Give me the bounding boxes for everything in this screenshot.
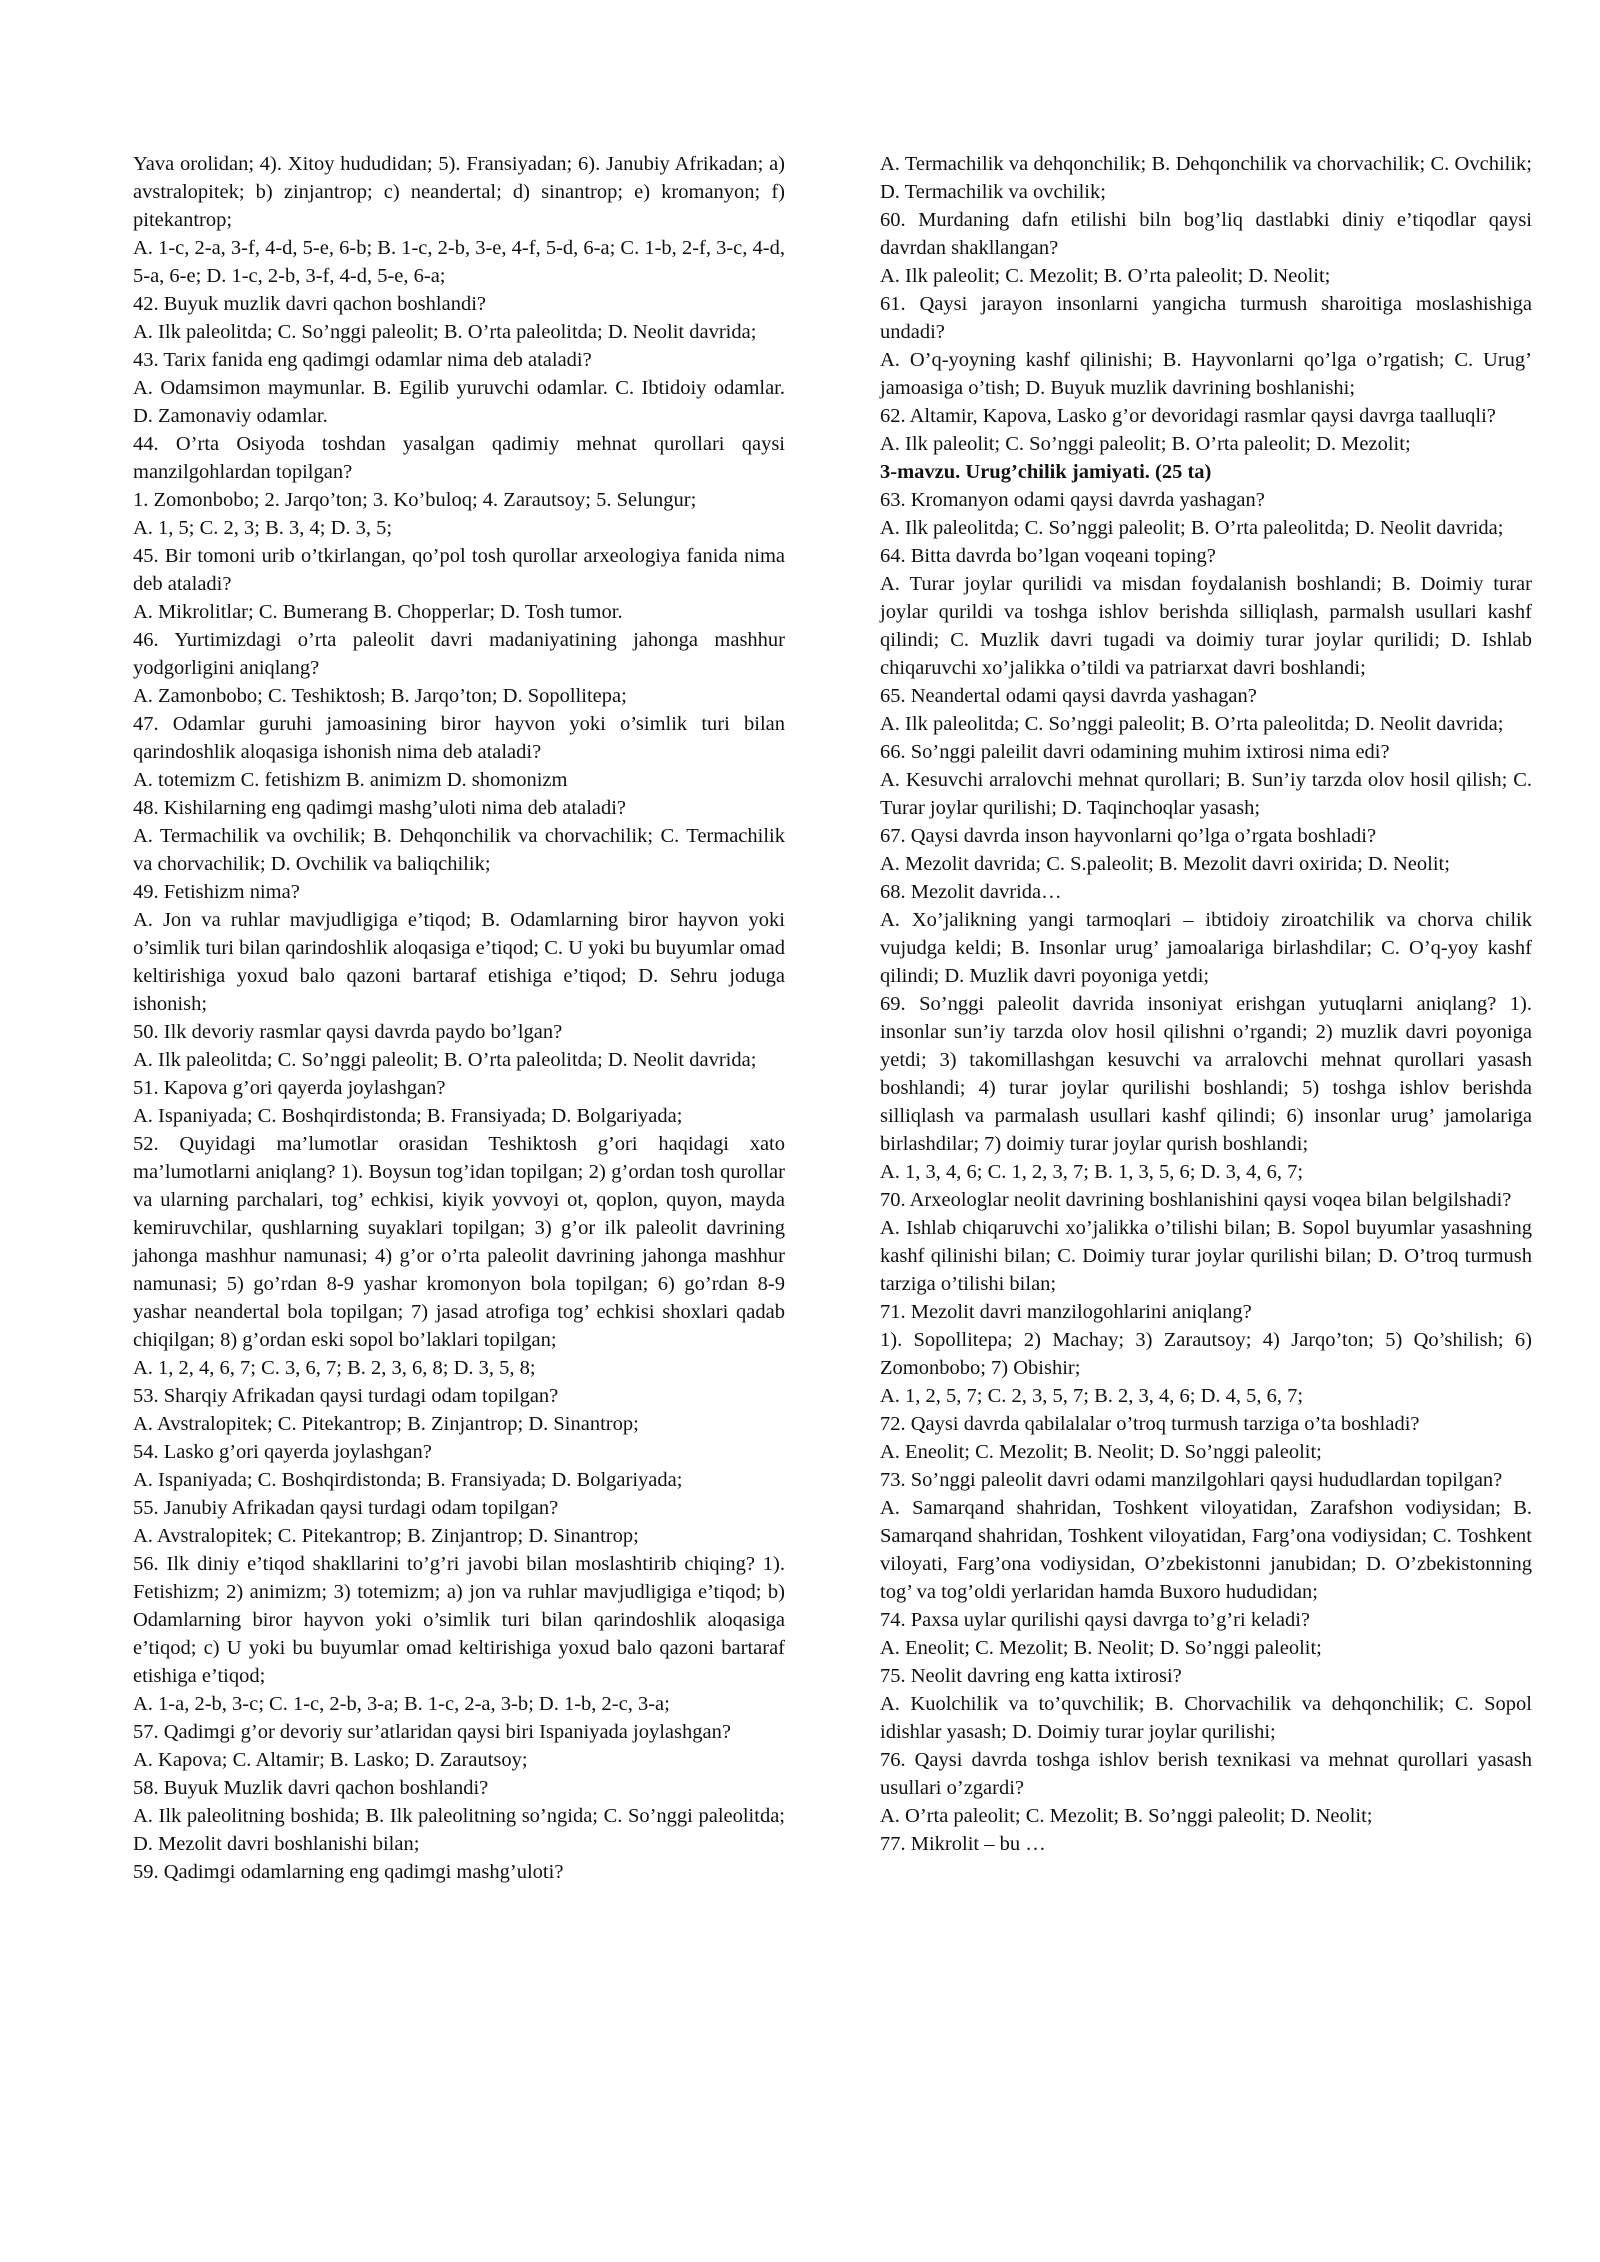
answer-options: A. O’rta paleolit; C. Mezolit; B. So’nggi paleolit; D. Neolit; [880, 1805, 1373, 1827]
question-text: 45. Bir tomoni urib o’tkirlangan, qo’pol tosh qurollar arxeologiya fanida nima deb ataladi? [133, 545, 785, 595]
answer-options: A. Odamsimon maymunlar. B. Egilib yuruvchi odamlar. C. Ibtidoiy odamlar. D. Zamonaviy odamlar. [133, 377, 785, 427]
question-text: 74. Paxsa uylar qurilishi qaysi davrga to’g’ri keladi? [880, 1609, 1311, 1631]
answer-options: A. Avstralopitek; C. Pitekantrop; B. Zinjantrop; D. Sinantrop; [133, 1413, 639, 1435]
question-text: 42. Buyuk muzlik davri qachon boshlandi? [133, 293, 486, 315]
answer-options: A. Termachilik va dehqonchilik; B. Dehqonchilik va chorvachilik; C. Ovchilik; D. Termachilik va ovchilik; [880, 153, 1532, 203]
question-text: 44. O’rta Osiyoda toshdan yasalgan qadimiy mehnat qurollari qaysi manzilgohlardan topilgan? [133, 433, 785, 483]
answer-options: 1). Sopollitepa; 2) Machay; 3) Zarautsoy; 4) Jarqo’ton; 5) Qo’shilish; 6) Zomonbobo; 7) Obishir; [880, 1329, 1532, 1379]
question-text: 46. Yurtimizdagi o’rta paleolit davri madaniyatining jahonga mashhur yodgorligini aniqlang? [133, 629, 785, 679]
question-text: 60. Murdaning dafn etilishi biln bog’liq dastlabki diniy e’tiqodlar qaysi davrdan shakllangan? [880, 209, 1532, 259]
question-text: 65. Neandertal odami qaysi davrda yashagan? [880, 685, 1257, 707]
answer-options: A. Zamonbobo; C. Teshiktosh; B. Jarqo’ton; D. Sopollitepa; [133, 685, 627, 707]
answer-options: A. 1-a, 2-b, 3-c; C. 1-c, 2-b, 3-a; B. 1-c, 2-a, 3-b; D. 1-b, 2-c, 3-a; [133, 1693, 670, 1715]
answer-options: A. Kesuvchi arralovchi mehnat qurollari; B. Sun’iy tarzda olov hosil qilish; C. Turar joylar qurilishi; D. Taqinchoqlar yasash; [880, 769, 1532, 819]
question-text: 66. So’nggi paleilit davri odamining muhim ixtirosi nima edi? [880, 741, 1390, 763]
answer-options: A. Avstralopitek; C. Pitekantrop; B. Zinjantrop; D. Sinantrop; [133, 1525, 639, 1547]
question-text: 48. Kishilarning eng qadimgi mashg’uloti nima deb ataladi? [133, 797, 627, 819]
question-text: 43. Tarix fanida eng qadimgi odamlar nima deb ataladi? [133, 349, 592, 371]
answer-options: A. Samarqand shahridan, Toshkent viloyatidan, Zarafshon vodiysidan; B. Samarqand shahridan, Toshkent viloyatidan, Farg’ona vodiysidan; C. Toshkent viloyati, Farg’ona vodiysidan, O’zbekistonni janubidan; D. O’zbekistonning tog’ va tog’oldi yerlaridan hamda Buxoro hududidan; [880, 1497, 1532, 1603]
answer-options: A. Ilk paleolit; C. Mezolit; B. O’rta paleolit; D. Neolit; [880, 265, 1331, 287]
answer-options: A. 1-c, 2-a, 3-f, 4-d, 5-e, 6-b; B. 1-c, 2-b, 3-e, 4-f, 5-d, 6-a; C. 1-b, 2-f, 3-c, 4-d, 5-a, 6-e; D. 1-c, 2-b, 3-f, 4-d, 5-e, 6-a; [133, 237, 785, 287]
answer-options: A. Xo’jalikning yangi tarmoqlari – ibtidoiy ziroatchilik va chorva chilik vujudga keldi; B. Insonlar urug’ jamoalariga birlashdilar; C. O’q-yoy kashf qilindi; D. Muzlik davri poyoniga yetdi; [880, 909, 1532, 987]
question-text: 62. Altamir, Kapova, Lasko g’or devoridagi rasmlar qaysi davrga taalluqli? [880, 405, 1496, 427]
answer-options: A. 1, 3, 4, 6; C. 1, 2, 3, 7; B. 1, 3, 5, 6; D. 3, 4, 6, 7; [880, 1161, 1304, 1183]
question-text: 72. Qaysi davrda qabilalalar o’troq turmush tarziga o’ta boshladi? [880, 1413, 1420, 1435]
answer-options: A. Jon va ruhlar mavjudligiga e’tiqod; B. Odamlarning biror hayvon yoki o’simlik turi bilan qarindoshlik aloqasiga e’tiqod; C. U yoki bu buyumlar omad keltirishiga yoxud balo qazoni bartaraf etishiga e’tiqod; D. Sehru joduga ishonish; [133, 909, 785, 1015]
left-column [133, 150, 785, 1886]
right-column [880, 150, 1532, 1858]
question-text: 69. So’nggi paleolit davrida insoniyat erishgan yutuqlarni aniqlang? 1). insonlar sun’iy tarzda olov hosil qilishni o’rgandi; 2) muzlik davri poyoniga yetdi; 3) takomillashgan kesuvchi va arralovchi mehnat qurollari yasash boshlandi; 4) turar joylar qurilishi boshlandi; 5) toshga ishlov berishda silliqlash va parmalash usullari kashf qilindi; 6) insonlar urug’ jamolariga birlashdilar; 7) doimiy turar joylar qurish boshlandi; [880, 993, 1532, 1155]
answer-options: A. 1, 2, 4, 6, 7; C. 3, 6, 7; B. 2, 3, 6, 8; D. 3, 5, 8; [133, 1357, 536, 1379]
question-text: 76. Qaysi davrda toshga ishlov berish texnikasi va mehnat qurollari yasash usullari o’zgardi? [880, 1749, 1532, 1799]
question-text: 59. Qadimgi odamlarning eng qadimgi mashg’uloti? [133, 1861, 564, 1883]
question-text: 70. Arxeologlar neolit davrining boshlanishini qaysi voqea bilan belgilshadi? [880, 1189, 1512, 1211]
question-text: 63. Kromanyon odami qaysi davrda yashagan? [880, 489, 1265, 511]
answer-options: A. Kapova; C. Altamir; B. Lasko; D. Zarautsoy; [133, 1749, 528, 1771]
answer-options: A. Ispaniyada; C. Boshqirdistonda; B. Fransiyada; D. Bolgariyada; [133, 1469, 683, 1491]
answer-options: Yava orolidan; 4). Xitoy hududidan; 5). Fransiyadan; 6). Janubiy Afrikadan; a) avstralopitek; b) zinjantrop; c) neandertal; d) sinantrop; e) kromanyon; f) pitekantrop; [133, 153, 785, 231]
answer-options: A. totemizm C. fetishizm B. animizm D. shomonizm [133, 769, 568, 791]
question-text: 64. Bitta davrda bo’lgan voqeani toping? [880, 545, 1216, 567]
question-text: 49. Fetishizm nima? [133, 881, 300, 903]
answer-options: A. O’q-yoyning kashf qilinishi; B. Hayvonlarni qo’lga o’rgatish; C. Urug’ jamoasiga o’tish; D. Buyuk muzlik davrining boshlanishi; [880, 349, 1532, 399]
answer-options: A. Termachilik va ovchilik; B. Dehqonchilik va chorvachilik; C. Termachilik va chorvachilik; D. Ovchilik va baliqchilik; [133, 825, 785, 875]
question-text: 54. Lasko g’ori qayerda joylashgan? [133, 1441, 432, 1463]
question-text: 71. Mezolit davri manzilogohlarini aniqlang? [880, 1301, 1252, 1323]
answer-options: A. Kuolchilik va to’quvchilik; B. Chorvachilik va dehqonchilik; C. Sopol idishlar yasash; D. Doimiy turar joylar qurilishi; [880, 1693, 1532, 1743]
answer-options: A. Mezolit davrida; C. S.paleolit; B. Mezolit davri oxirida; D. Neolit; [880, 853, 1450, 875]
question-text: 57. Qadimgi g’or devoriy sur’atlaridan qaysi biri Ispaniyada joylashgan? [133, 1721, 731, 1743]
question-text: 1. Zomonbobo; 2. Jarqo’ton; 3. Ko’buloq; 4. Zarautsoy; 5. Selungur; [133, 489, 697, 511]
section-heading: 3-mavzu. Urug’chilik jamiyati. (25 ta) [880, 461, 1212, 483]
question-text: 67. Qaysi davrda inson hayvonlarni qo’lga o’rgata boshladi? [880, 825, 1377, 847]
answer-options: A. Eneolit; C. Mezolit; B. Neolit; D. So’nggi paleolit; [880, 1441, 1322, 1463]
answer-options: A. Turar joylar qurilidi va misdan foydalanish boshlandi; B. Doimiy turar joylar qurildi va toshga ishlov berishda silliqlash, parmalsh usullari kashf qilindi; C. Muzlik davri tugadi va doimiy turar joylar qurilidi; D. Ishlab chiqaruvchi xo’jalikka o’tildi va patriarxat davri boshlandi; [880, 573, 1532, 679]
question-text: 53. Sharqiy Afrikadan qaysi turdagi odam topilgan? [133, 1385, 559, 1407]
answer-options: A. Ispaniyada; C. Boshqirdistonda; B. Fransiyada; D. Bolgariyada; [133, 1105, 683, 1127]
question-text: 52. Quyidagi ma’lumotlar orasidan Teshiktosh g’ori haqidagi xato ma’lumotlarni aniqlang? 1). Boysun tog’idan topilgan; 2) g’ordan tosh qurollar va ularning parchalari, tog’ echkisi, kiyik yovvoyi ot, qoplon, quyon, mayda kemiruvchilar, qushlarning suyaklari topilgan; 3) g’or ilk paleolit davrining jahonga mashhur namunasi; 4) g’or o’rta paleolit davrining jahonga mashhur namunasi; 5) go’rdan 8-9 yashar kromonyon bola topilgan; 6) go’rdan 8-9 yashar neandertal bola topilgan; 7) jasad atrofiga tog’ echkisi shoxlari qadab chiqilgan; 8) g’ordan eski sopol bo’laklari topilgan; [133, 1133, 785, 1351]
question-text: 55. Janubiy Afrikadan qaysi turdagi odam topilgan? [133, 1497, 559, 1519]
answer-options: A. Ilk paleolitda; C. So’nggi paleolit; B. O’rta paleolitda; D. Neolit davrida; [133, 1049, 757, 1071]
question-text: 68. Mezolit davrida… [880, 881, 1062, 903]
question-text: 58. Buyuk Muzlik davri qachon boshlandi? [133, 1777, 489, 1799]
question-text: 61. Qaysi jarayon insonlarni yangicha turmush sharoitiga moslashishiga undadi? [880, 293, 1532, 343]
answer-options: A. Ilk paleolit; C. So’nggi paleolit; B. O’rta paleolit; D. Mezolit; [880, 433, 1411, 455]
answer-options: A. Ilk paleolitda; C. So’nggi paleolit; B. O’rta paleolitda; D. Neolit davrida; [880, 713, 1504, 735]
answer-options: A. 1, 5; C. 2, 3; B. 3, 4; D. 3, 5; [133, 517, 393, 539]
question-text: 77. Mikrolit – bu … [880, 1833, 1046, 1855]
question-text: 73. So’nggi paleolit davri odami manzilgohlari qaysi hududlardan topilgan? [880, 1469, 1503, 1491]
question-text: 75. Neolit davring eng katta ixtirosi? [880, 1665, 1182, 1687]
answer-options: A. Ilk paleolitda; C. So’nggi paleolit; B. O’rta paleolitda; D. Neolit davrida; [880, 517, 1504, 539]
answer-options: A. Ishlab chiqaruvchi xo’jalikka o’tilishi bilan; B. Sopol buyumlar yasashning kashf qilinishi bilan; C. Doimiy turar joylar qurilishi bilan; D. O’troq turmush tarziga o’tilishi bilan; [880, 1217, 1532, 1295]
question-text: 51. Kapova g’ori qayerda joylashgan? [133, 1077, 446, 1099]
answer-options: A. Ilk paleolitda; C. So’nggi paleolit; B. O’rta paleolitda; D. Neolit davrida; [133, 321, 757, 343]
question-text: 50. Ilk devoriy rasmlar qaysi davrda paydo bo’lgan? [133, 1021, 563, 1043]
question-text: 47. Odamlar guruhi jamoasining biror hayvon yoki o’simlik turi bilan qarindoshlik aloqasiga ishonish nima deb ataladi? [133, 713, 785, 763]
answer-options: A. Mikrolitlar; C. Bumerang B. Chopperlar; D. Tosh tumor. [133, 601, 623, 623]
answer-options: A. Ilk paleolitning boshida; B. Ilk paleolitning so’ngida; C. So’nggi paleolitda; D. Mezolit davri boshlanishi bilan; [133, 1805, 785, 1855]
answer-options: A. 1, 2, 5, 7; C. 2, 3, 5, 7; B. 2, 3, 4, 6; D. 4, 5, 6, 7; [880, 1385, 1304, 1407]
answer-options: A. Eneolit; C. Mezolit; B. Neolit; D. So’nggi paleolit; [880, 1637, 1322, 1659]
question-text: 56. Ilk diniy e’tiqod shakllarini to’g’ri javobi bilan moslashtirib chiqing? 1). Fetishizm; 2) animizm; 3) totemizm; a) jon va ruhlar mavjudligiga e’tiqod; b) Odamlarning biror hayvon yoki o’simlik turi bilan qarindoshlik aloqasiga e’tiqod; c) U yoki bu buyumlar omad keltirishiga yoxud balo qazoni bartaraf etishiga e’tiqod; [133, 1553, 785, 1687]
